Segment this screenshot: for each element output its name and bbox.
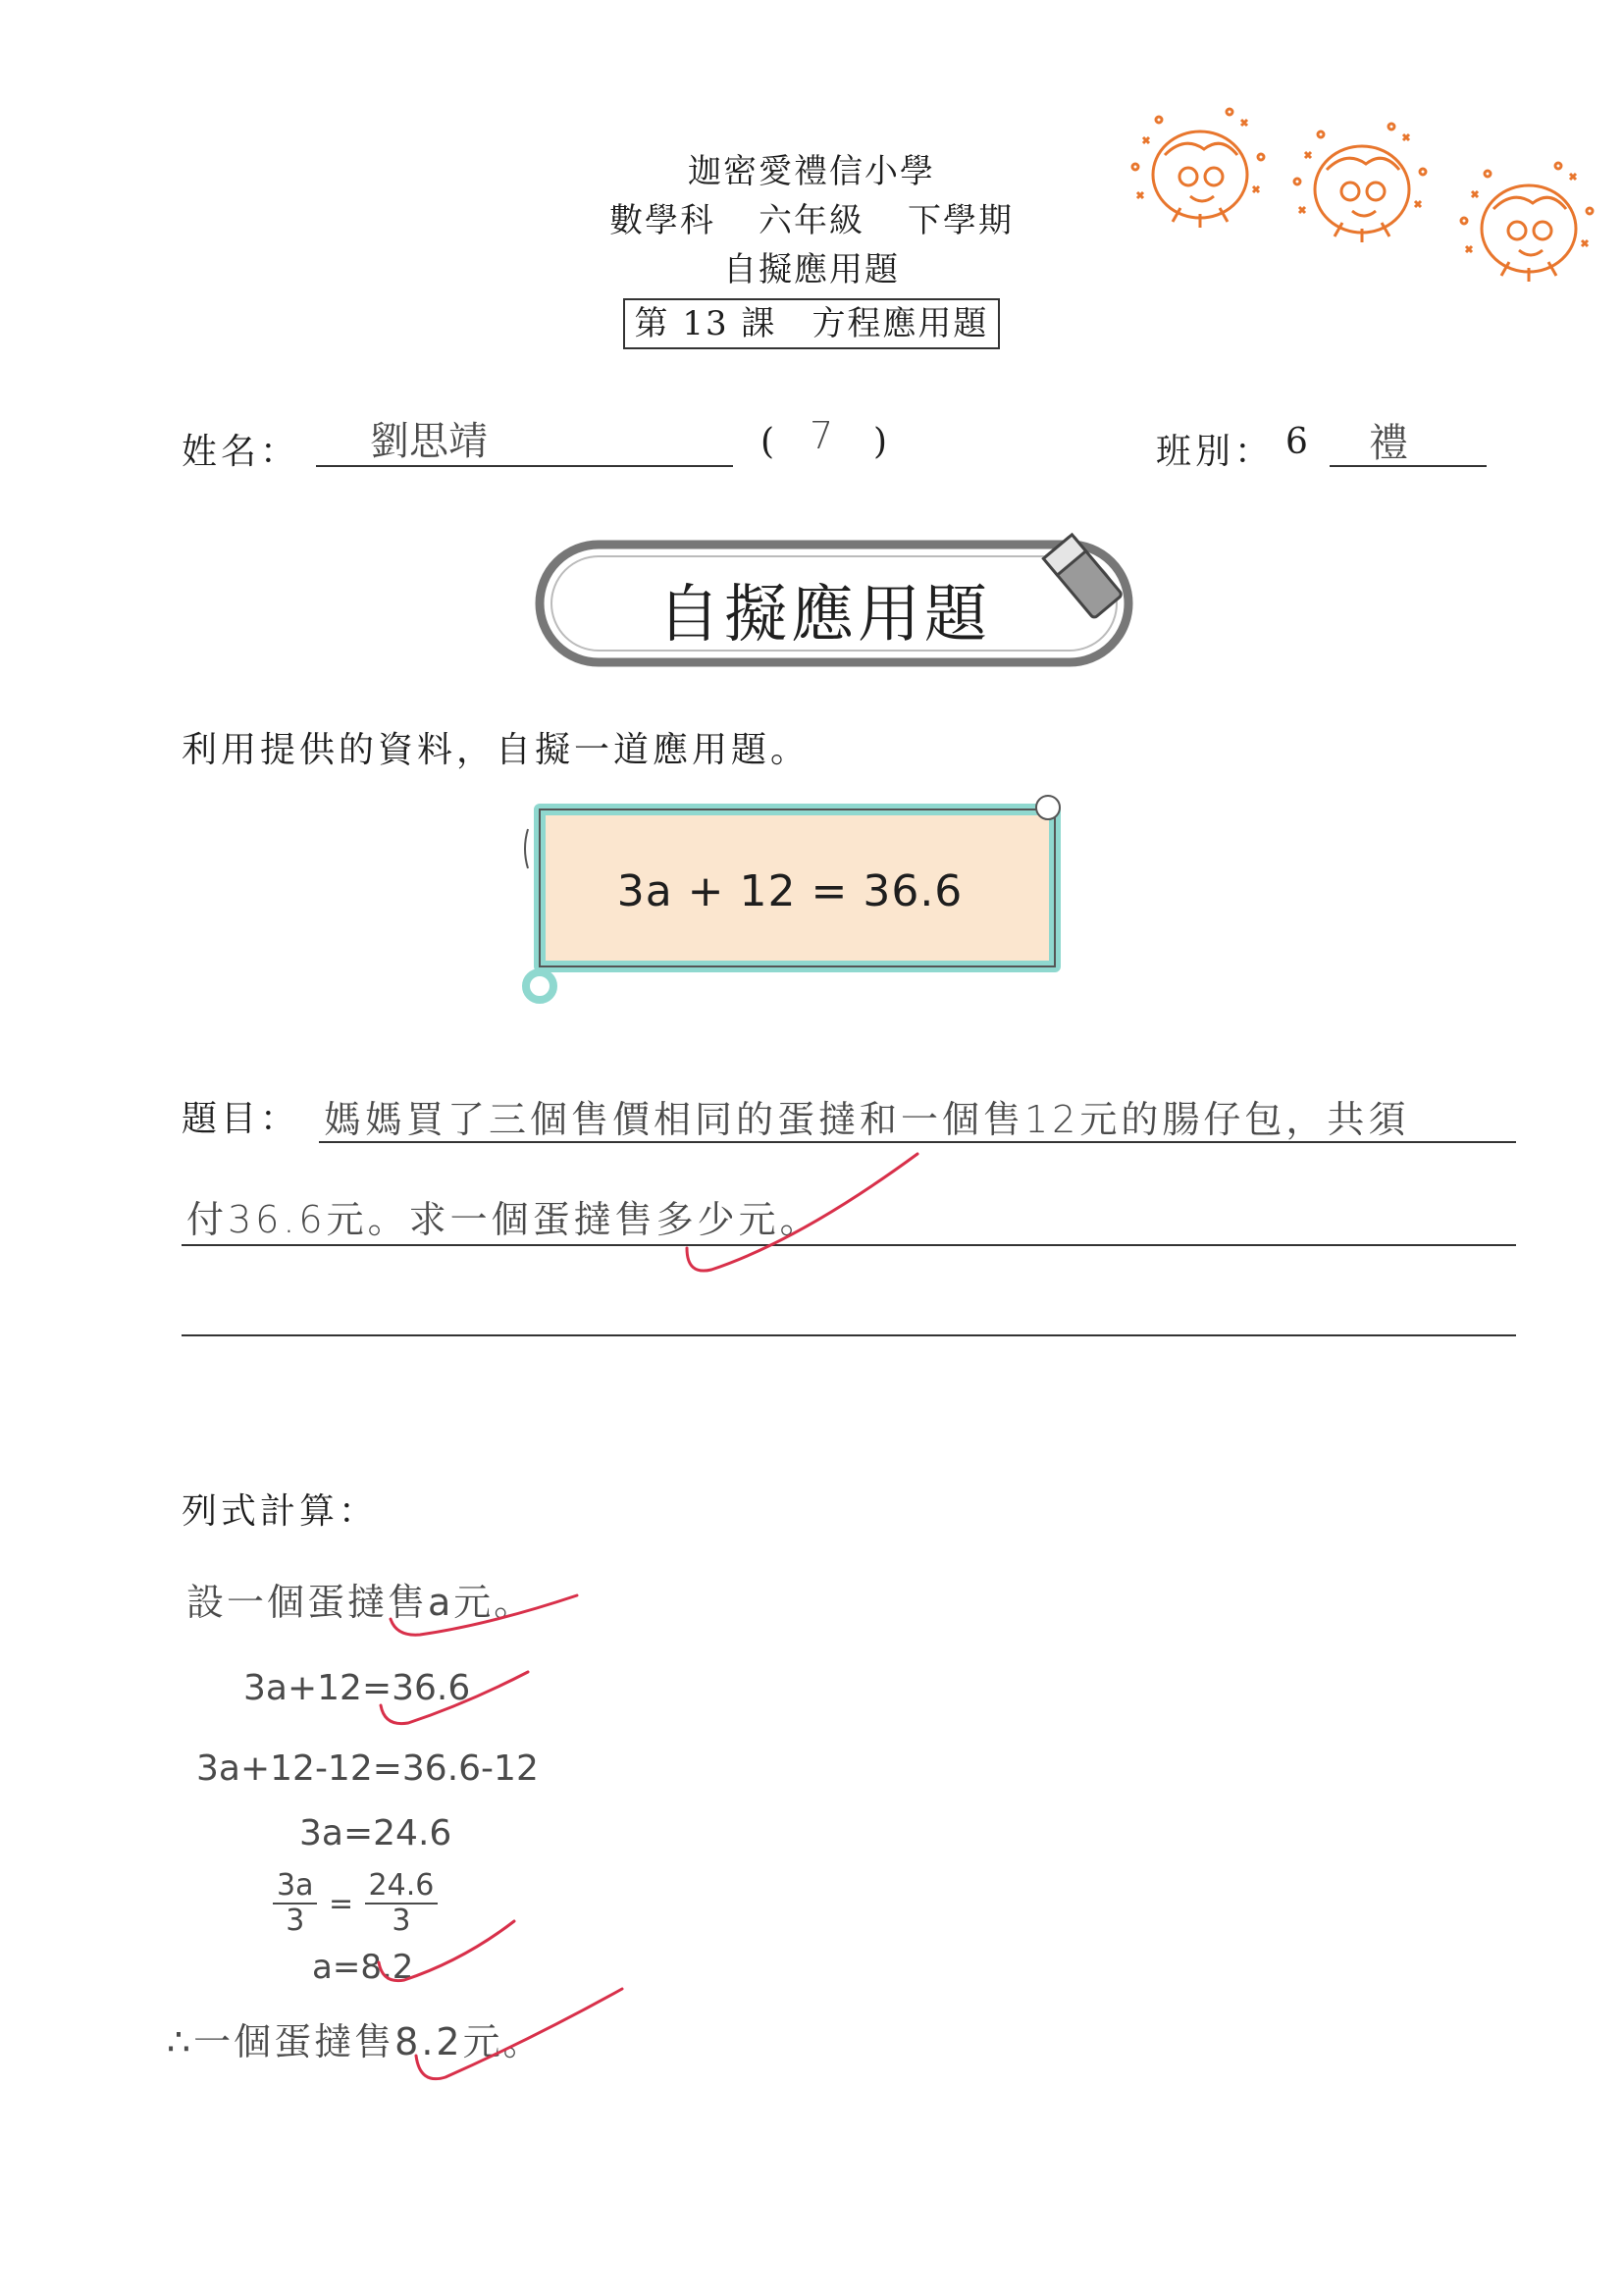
fraction-right bbox=[365, 1869, 439, 1938]
name-field bbox=[316, 410, 733, 467]
calculation-label: 列式計算： bbox=[182, 1491, 379, 1532]
class-field bbox=[1330, 410, 1487, 467]
fraction-left-denominator: 3 bbox=[286, 1904, 305, 1938]
section-banner bbox=[530, 535, 1158, 672]
banner-title: 自擬應用題 bbox=[657, 579, 991, 652]
equation-scroll bbox=[510, 790, 1070, 1006]
reward-stamp-icon bbox=[1452, 152, 1599, 299]
open-paren: ( bbox=[760, 422, 775, 462]
instruction-text: 利用提供的資料，自擬一道應用題。 bbox=[182, 730, 811, 770]
lesson-title: 方程應用題 bbox=[812, 304, 989, 343]
worksheet-type: 自擬應用題 bbox=[723, 250, 900, 289]
step-equation-5: a=8.2 bbox=[312, 1948, 414, 1987]
reward-stamp-icon bbox=[1124, 98, 1271, 245]
fraction-right-numerator: 24.6 bbox=[365, 1869, 439, 1905]
step-let: 設一個蛋撻售a元。 bbox=[186, 1581, 535, 1624]
grade: 六年級 bbox=[759, 201, 864, 240]
subject: 數學科 bbox=[609, 201, 715, 240]
step-fraction bbox=[273, 1869, 438, 1938]
class-name: 禮 bbox=[1369, 421, 1408, 466]
fraction-equals: = bbox=[328, 1887, 354, 1921]
step-equation-2: 3a+12-12=36.6-12 bbox=[196, 1748, 539, 1789]
school-name: 迦密愛禮信小學 bbox=[688, 152, 935, 191]
class-label: 班別： bbox=[1156, 432, 1275, 472]
reward-stamp-icon bbox=[1285, 113, 1433, 260]
equation: 3a + 12 = 36.6 bbox=[616, 866, 964, 916]
step-equation-3: 3a=24.6 bbox=[299, 1813, 452, 1853]
question-text-line-1: 媽媽買了三個售價相同的蛋撻和一個售12元的腸仔包，共須 bbox=[324, 1098, 1410, 1141]
lesson-box bbox=[623, 298, 1001, 349]
reward-stamps bbox=[1124, 98, 1614, 324]
fraction-left-numerator: 3a bbox=[273, 1869, 317, 1905]
step-answer: ∴一個蛋撻售8.2元。 bbox=[167, 2020, 544, 2063]
fraction-right-denominator: 3 bbox=[392, 1904, 411, 1938]
answer-line bbox=[182, 1287, 1516, 1336]
class-grade: 6 bbox=[1285, 422, 1308, 462]
lesson-number: 第 13 課 bbox=[634, 304, 777, 343]
student-name: 劉思靖 bbox=[370, 419, 488, 464]
step-equation-1: 3a+12=36.6 bbox=[243, 1668, 471, 1708]
class-number: 7 bbox=[810, 414, 834, 457]
name-label: 姓名： bbox=[182, 432, 300, 472]
question-label: 題目： bbox=[182, 1099, 300, 1139]
close-paren: ) bbox=[873, 422, 888, 462]
question-text-line-2: 付36.6元。求一個蛋撻售多少元。 bbox=[186, 1198, 821, 1241]
fraction-left bbox=[273, 1869, 317, 1938]
term: 下學期 bbox=[908, 201, 1014, 240]
